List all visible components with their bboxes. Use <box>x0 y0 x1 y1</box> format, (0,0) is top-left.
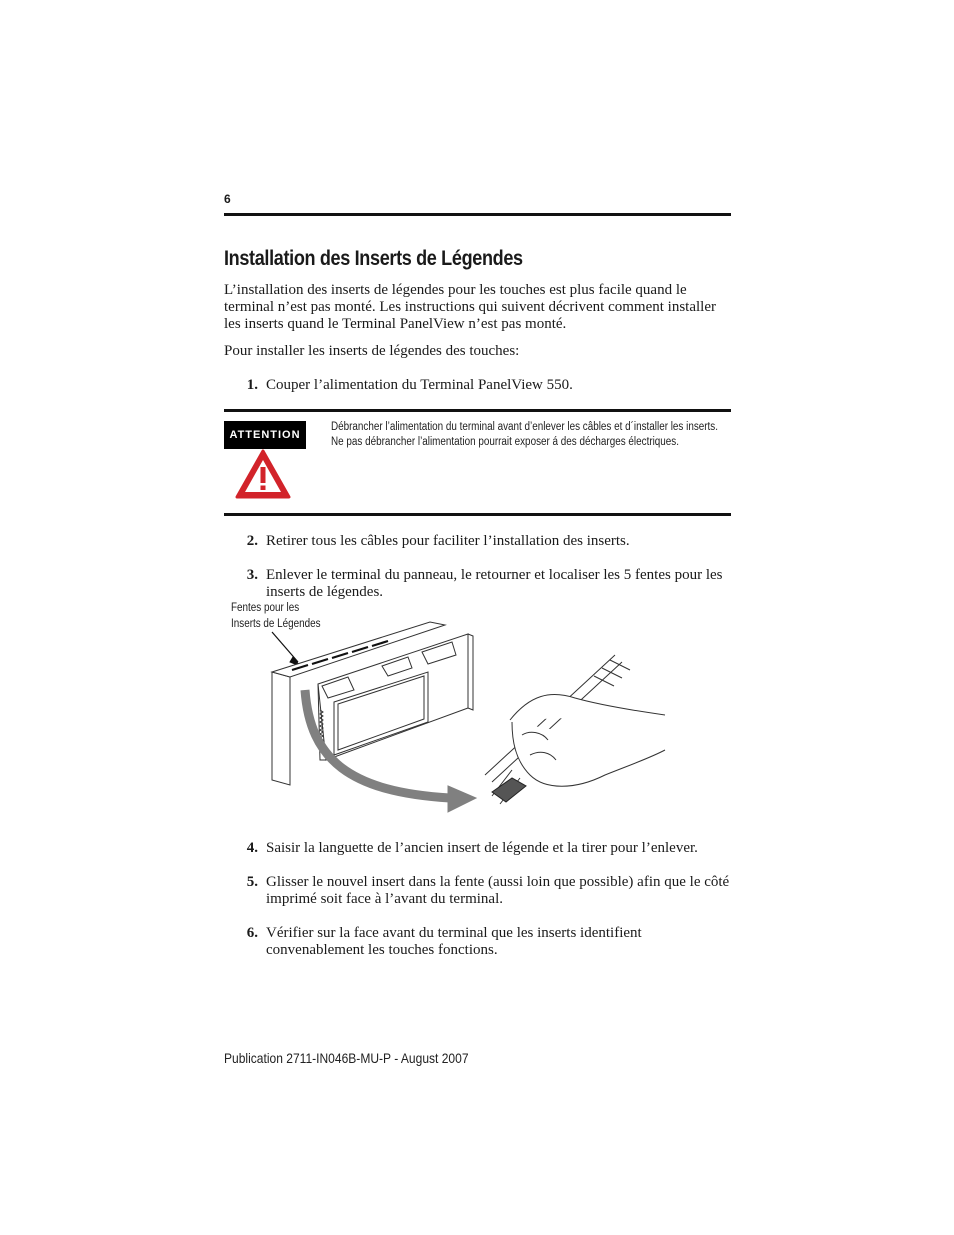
warning-triangle-icon <box>234 448 292 500</box>
section-heading: Installation des Inserts de Légendes <box>224 247 523 270</box>
steps-lead-in: Pour installer les inserts de légendes des touches: <box>224 343 520 359</box>
terminal-illustration <box>230 600 670 825</box>
callout-line-1: Fentes pour les <box>231 602 300 614</box>
step-text: Glisser le nouvel insert dans la fente (aussi loin que possible) afin que le côté imprimé soit face à l’avant du terminal. <box>266 874 730 907</box>
step-text: Saisir la languette de l’ancien insert de légende et la tirer pour l’enlever. <box>266 840 698 856</box>
step-number: 2. <box>246 533 258 549</box>
step-number: 5. <box>246 874 258 890</box>
page-number: 6 <box>224 192 231 206</box>
attention-line-1: Débrancher l’alimentation du terminal avant d’enlever les câbles et d´installer les inserts. <box>331 421 718 433</box>
callout-line-2: Inserts de Légendes <box>231 618 321 630</box>
step-number: 6. <box>246 925 258 941</box>
attention-line-2: Ne pas débrancher l’alimentation pourrait exposer á des décharges électriques. <box>331 436 680 448</box>
publication-footer: Publication 2711-IN046B-MU-P - August 2007 <box>224 1050 469 1066</box>
step-text: Retirer tous les câbles pour faciliter l’installation des inserts. <box>266 533 630 549</box>
step-text: Vérifier sur la face avant du terminal que les inserts identifient convenablement les touches fonctions. <box>266 925 642 958</box>
attention-rule-bottom <box>224 513 731 516</box>
step-text: Enlever le terminal du panneau, le retourner et localiser les 5 fentes pour les inserts de légendes. <box>266 567 723 600</box>
header-rule <box>224 213 731 216</box>
attention-rule-top <box>224 409 731 412</box>
attention-badge: ATTENTION <box>224 421 306 449</box>
step-number: 1. <box>246 377 258 393</box>
intro-paragraph: L’installation des inserts de légendes pour les touches est plus facile quand le terminal n’est pas monté. Les instructions qui suivent décrivent comment installer les inserts quand le Terminal PanelView n’est pas monté. <box>224 282 716 332</box>
step-text: Couper l’alimentation du Terminal PanelView 550. <box>266 377 573 393</box>
step-number: 4. <box>246 840 258 856</box>
attention-message <box>331 420 718 450</box>
step-number: 3. <box>246 567 258 583</box>
